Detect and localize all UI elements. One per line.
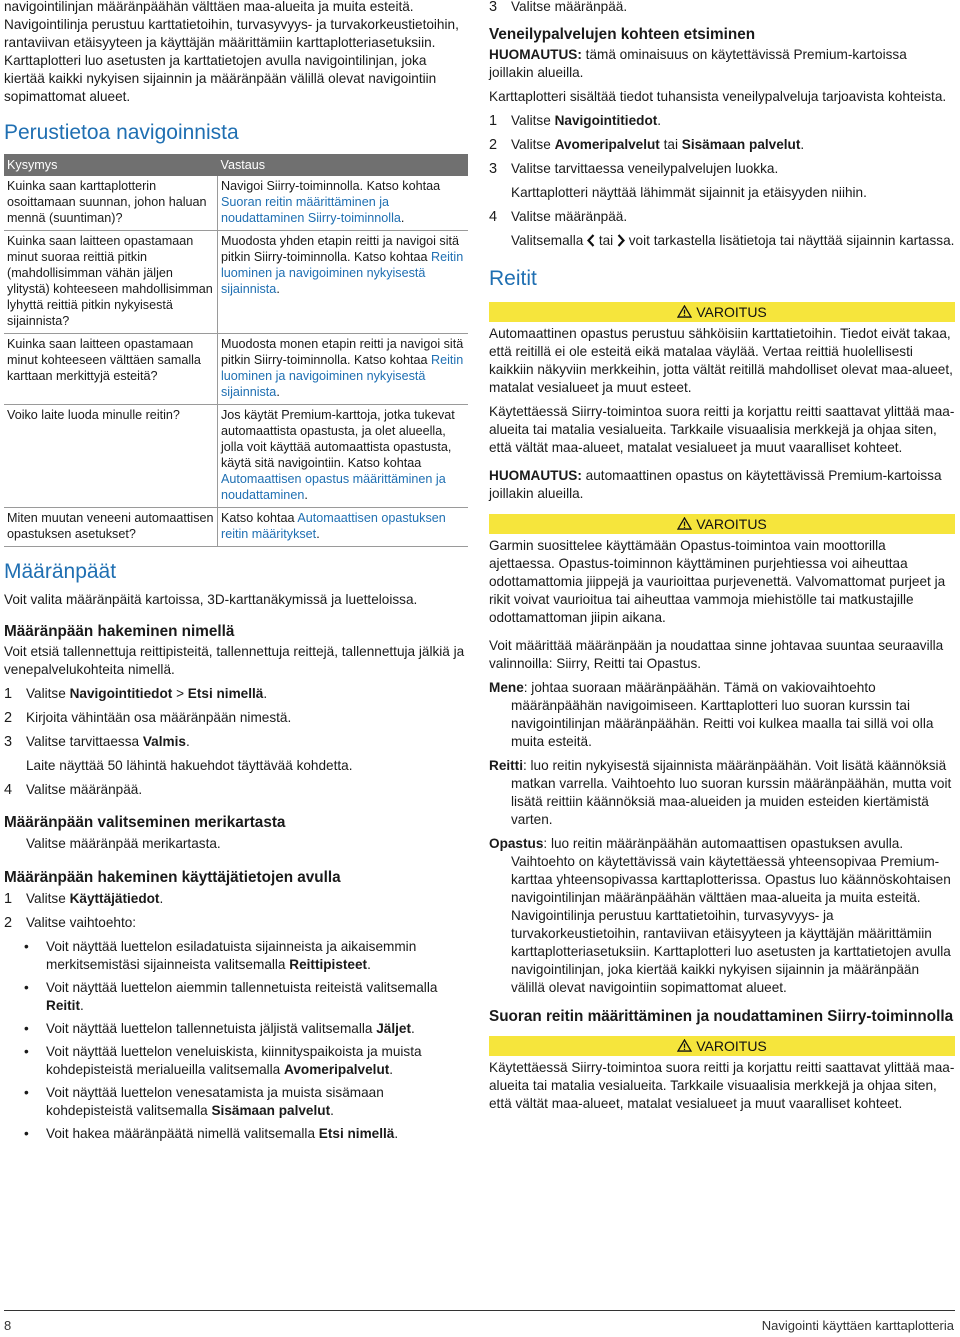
warning-label: VAROITUS [696, 304, 767, 320]
qa-table-row [4, 508, 468, 547]
step-text: Valitse Avomeripalvelut tai Sisämaan palvelut. [511, 137, 805, 152]
cross-reference-link[interactable]: Automaattisen opastuksen reitin määritykset [221, 511, 446, 541]
qa-answer: Katso kohtaa Automaattisen opastuksen reitin määritykset. [218, 508, 469, 547]
intro-paragraph: navigointilinjan määränpäähän välttäen maa-alueita ja muita esteitä. Navigointilinja perustuu karttatietoihin, turvasyvyys- ja turvakorkeustietoihin, rantaviivan etäisyyteen ja käyttäjän määrittämiin karttaplotteriasetuksiin. Karttaplotteri luo asetusten ja karttatietojen avulla navigointilinjan, joka kiertää kaikki nykyisen sijainnin ja määränpään välillä olevat navigointiin sopimattomat alueet. [4, 0, 459, 104]
option-list-item: • Voit näyttää luettelon aiemmin tallennetuista reiteistä valitsemalla Reitit. [4, 979, 468, 1015]
qa-table-header [4, 154, 468, 176]
step-text: Valitse vaihtoehto: [26, 915, 137, 930]
warning-label: VAROITUS [696, 1038, 767, 1054]
qa-answer: Muodosta yhden etapin reitti ja navigoi sitä pitkin Siirry-toiminnolla. Katso kohtaa Reitin luominen ja navigoiminen nykyisestä sijainnista. [218, 231, 469, 334]
warning-triangle-icon [677, 1039, 692, 1052]
veneily-text: Karttaplotteri sisältää tiedot tuhansista veneilypalveluja tarjoavista kohteista. [489, 89, 947, 104]
cross-reference-link[interactable]: Reitin luominen ja navigoiminen nykyisestä sijainnista [221, 353, 464, 399]
qa-answer: Muodosta monen etapin reitti ja navigoi sitä pitkin Siirry-toiminnolla. Katso kohtaa Reitin luominen ja navigoiminen nykyisestä sijainnista. [218, 334, 469, 405]
modes-intro: Voit määrittää määränpään ja noudattaa sinne johtavaa suuntaa seuraavilla valinnoilla: Siirry, Reitti tai Opastus. [489, 638, 944, 671]
nimella-step-4 [4, 781, 468, 799]
veneily-select-text: Valitsemalla tai voit tarkastella lisätietoja tai näyttää sijainnin kartassa. [511, 233, 955, 248]
qa-table-row [4, 231, 468, 334]
qa-question: Kuinka saan karttaplotterin osoittamaan suunnan, johon haluan mennä (suuntiman)? [4, 176, 218, 231]
step-item [489, 112, 955, 130]
warning-banner-1 [489, 302, 955, 322]
veneily-note: HUOMAUTUS: tämä ominaisuus on käytettävissä Premium-kartoissa joillakin alueilla. [489, 47, 907, 80]
option-list-item: • Voit näyttää luettelon veneluiskista, kiinnityspaikoista ja muista kohdepisteistä merialueilla valitsemalla Avomeripalvelut. [4, 1043, 468, 1079]
option-list-item: • Voit näyttää luettelon venesatamista ja muista sisämaan kohdepisteistä valitsemalla Sisämaan palvelut. [4, 1084, 468, 1120]
section-title-perustietoa: Perustietoa navigoinnista [4, 121, 239, 144]
mode-definition: Mene: johtaa suoraan määränpäähän. Tämä on vakiovaihtoehto määränpäähän navigoimiseen. Karttaplotteri luo suoran kurssin tai navigointilinjan määränpäähän. Reitti voi kulkea maalla tai sillä voi olla muita esteitä. [489, 680, 934, 749]
qa-question: Miten muutan veneeni automaattisen opastuksen asetukset? [4, 508, 218, 547]
mode-definition: Opastus: luo reitin määränpäähän automaattisen opastuksen avulla. Vaihtoehto on käytettävissä vain käytettäessä yhteensopivaa Premium-karttaa yhteensopivassa karttaplotterissa. Opastus luo käännöskohtaisen navigointilinjan määränpäähän välttäen maa-alueita ja muita esteitä. Navigointilinja perustuu karttatietoihin, turvasyvyys- ja turvakorkeustietoihin, rantaviivan etäisyyteen ja käyttäjän määrittämiin karttaplotteriasetuksiin. Karttaplotteri luo asetusten ja karttatietojen avulla navigointilinjan, joka kiertää kaikki nykyisen sijainnin ja määränpään välillä olevat navigointiin sopimattomat alueet. [489, 836, 951, 995]
chevron-right-icon [617, 234, 625, 247]
step-text: Valitse Navigointitiedot. [511, 113, 662, 128]
step-number: 2 [4, 710, 13, 726]
step-text: Valitse määränpää. [511, 209, 628, 224]
qa-table-row [4, 405, 468, 508]
qa-header-question: Kysymys [4, 154, 218, 176]
kayttaja-step-1 [4, 890, 468, 908]
veneily-step-4 [489, 208, 955, 226]
step-number: 4 [489, 209, 498, 225]
step-text: Valitse tarvittaessa veneilypalvelujen luokka. [511, 161, 779, 176]
subtitle-veneilypalvelut: Veneilypalvelujen kohteen etsiminen [489, 26, 756, 43]
warning-banner-2 [489, 514, 955, 534]
veneily-steps [489, 112, 955, 178]
step-text: Valitse tarvittaessa Valmis. [26, 734, 190, 749]
step-item [489, 160, 955, 178]
step-number: 1 [4, 686, 13, 702]
step-item [4, 709, 468, 727]
step-text: Valitse Navigointitiedot > Etsi nimellä. [26, 686, 268, 701]
subtitle-kayttajatiedot: Määränpään hakeminen käyttäjätietojen avulla [4, 869, 341, 886]
mode-definition: Reitti: luo reitin nykyisestä sijainnista määränpäähän. Voit lisätä käännöksiä matkan varrella. Vaihtoehto luo suoran kurssin määränpäähän, mutta voit lisätä reittiin käännöksiä maa-alueiden ja muiden esteiden kiertämistä varten. [489, 758, 952, 827]
maaranpaat-text: Voit valita määränpäitä kartoissa, 3D-karttanäkymissä ja luetteloissa. [4, 592, 418, 607]
left-column [4, 0, 468, 1148]
right-column [489, 0, 955, 1113]
prev-step-3 [489, 0, 955, 16]
nimella-note: Laite näyttää 50 lähintä hakuehdot täyttävää kohdetta. [26, 758, 353, 773]
step-text: Valitse määränpää. [511, 0, 628, 14]
warning-3-paragraph: Käytettäessä Siirry-toimintoa suora reitti ja korjattu reitti saattavat ylittää maa-alueita tai matalia vesialueita. Tarkkaile visuaalisia merkkejä ja ohjaa siten, että vältät maa-alueet, matalat vesialueet ja muut vaaralliset kohteet. [489, 1060, 955, 1111]
step-text: Valitse Käyttäjätiedot. [26, 891, 164, 906]
qa-answer: Navigoi Siirry-toiminnolla. Katso kohtaa Suoran reitin määrittäminen ja noudattaminen Siirry-toiminnolla. [218, 176, 469, 231]
step-number: 4 [4, 782, 13, 798]
cross-reference-link[interactable]: Automaattisen opastus määrittäminen ja noudattaminen [221, 472, 446, 502]
step-number: 1 [489, 113, 498, 129]
cross-reference-link[interactable]: Reitin luominen ja navigoiminen nykyisestä sijainnista [221, 250, 464, 296]
footer-rule [4, 1310, 955, 1311]
qa-table-row [4, 334, 468, 405]
step-number: 3 [4, 734, 13, 750]
qa-table-row [4, 176, 468, 231]
kayttaja-step-2 [4, 914, 468, 932]
nimella-steps [4, 685, 468, 751]
step-number: 3 [489, 0, 498, 15]
veneily-note2: Karttaplotteri näyttää lähimmät sijainnit ja etäisyyden niihin. [511, 185, 867, 200]
qa-answer: Jos käytät Premium-karttoja, jotka tukevat automaattista opastusta, ja olet alueella, jolla voit käyttää automaattista opastusta, käytä sitä navigointiin. Katso kohtaa Automaattisen opastus määrittäminen ja noudattaminen. [218, 405, 469, 508]
subtitle-nimella: Määränpään hakeminen nimellä [4, 623, 235, 640]
warning-1-paragraph-2: Käytettäessä Siirry-toimintoa suora reitti ja korjattu reitti saattavat ylittää maa-alueita tai matalia vesialueita. Tarkkaile visuaalisia merkkejä ja ohjaa siten, että vältät maa-alueet, matalat vesialueet ja muut vaaralliset kohteet. [489, 404, 955, 455]
warning-2-paragraph: Garmin suosittelee käyttämään Opastus-toimintoa vain moottorilla ajettaessa. Opastus-toiminnon käyttäminen purjehtiessa voi aiheuttaa odottamattomia jiippejä ja vaurioittaa purjevenettä. Valvomattomat purjeet ja rikit voivat vaurioitua tai aiheuttaa vammoja miehistölle tai matkustajille odottamattoman jiipin aikana. [489, 538, 946, 625]
footer-section-title: Navigointi käyttäen karttaplotteria [761, 1318, 954, 1333]
qa-question: Kuinka saan laitteen opastamaan minut kohteeseen välttäen samalla karttaan merkittyjä esteitä? [4, 334, 218, 405]
modes-list [489, 679, 955, 997]
step-item [4, 685, 468, 703]
option-list-item: • Voit näyttää luettelon tallennetuista jäljistä valitsemalla Jäljet. [4, 1020, 468, 1038]
chevron-left-icon [587, 234, 595, 247]
step-text: Valitse määränpää. [26, 782, 143, 797]
section-title-maaranpaat: Määränpäät [4, 560, 117, 583]
subtitle-suora-reitti: Suoran reitin määrittäminen ja noudattaminen Siirry-toiminnolla [489, 1008, 954, 1025]
warning-triangle-icon [677, 517, 692, 530]
step-item [4, 733, 468, 751]
step-item [489, 136, 955, 154]
section-title-reitit: Reitit [489, 267, 537, 290]
warning-1-paragraph-1: Automaattinen opastus perustuu sähköisiin karttatietoihin. Tiedot eivät takaa, että reitillä ei ole esteitä eikä matalaa väylää. Vertaa reittiä huolellisesti kaikkiin näkyviin merkkeihin, jotta vältät reitillä mahdolliset olevat maa-alueet, matalat vesialueet ja muut esteet. [489, 326, 953, 395]
warning-banner-3 [489, 1036, 955, 1056]
nimella-text: Voit etsiä tallennettuja reittipisteitä, tallennettuja reittejä, tallennettuja jälkiä ja venepalvelukohteita nimellä. [4, 644, 465, 677]
qa-question: Kuinka saan laitteen opastamaan minut suoraa reittiä pitkin (mahdollisimman vähän jäljen ylitystä) kohteeseen mahdollisimman lyhyttä reittiä pitkin nykyisestä sijainnista? [4, 231, 218, 334]
step-number: 2 [4, 915, 13, 931]
warning-triangle-icon [677, 305, 692, 318]
qa-header-answer: Vastaus [218, 154, 469, 176]
option-list-item: • Voit näyttää luettelon esiladatuista sijainneista ja aikaisemmin merkitsemistäsi sijainneista valitsemalla Reittipisteet. [4, 938, 468, 974]
reitit-note: HUOMAUTUS: automaattinen opastus on käytettävissä Premium-kartoissa joillakin alueilla. [489, 468, 942, 501]
merikartta-text: Valitse määränpää merikartasta. [26, 836, 221, 851]
qa-question: Voiko laite luoda minulle reitin? [4, 405, 218, 508]
qa-table [4, 154, 468, 547]
cross-reference-link[interactable]: Suoran reitin määrittäminen ja noudattaminen Siirry-toiminnolla [221, 195, 401, 225]
subtitle-merikartta: Määränpään valitseminen merikartasta [4, 814, 286, 831]
page-number: 8 [4, 1318, 12, 1333]
warning-label: VAROITUS [696, 516, 767, 532]
option-list [4, 938, 468, 1143]
step-number: 2 [489, 137, 498, 153]
step-text: Kirjoita vähintään osa määränpään nimestä. [26, 710, 292, 725]
step-number: 3 [489, 161, 498, 177]
option-list-item: • Voit hakea määränpäätä nimellä valitsemalla Etsi nimellä. [4, 1125, 468, 1143]
step-number: 1 [4, 891, 13, 907]
